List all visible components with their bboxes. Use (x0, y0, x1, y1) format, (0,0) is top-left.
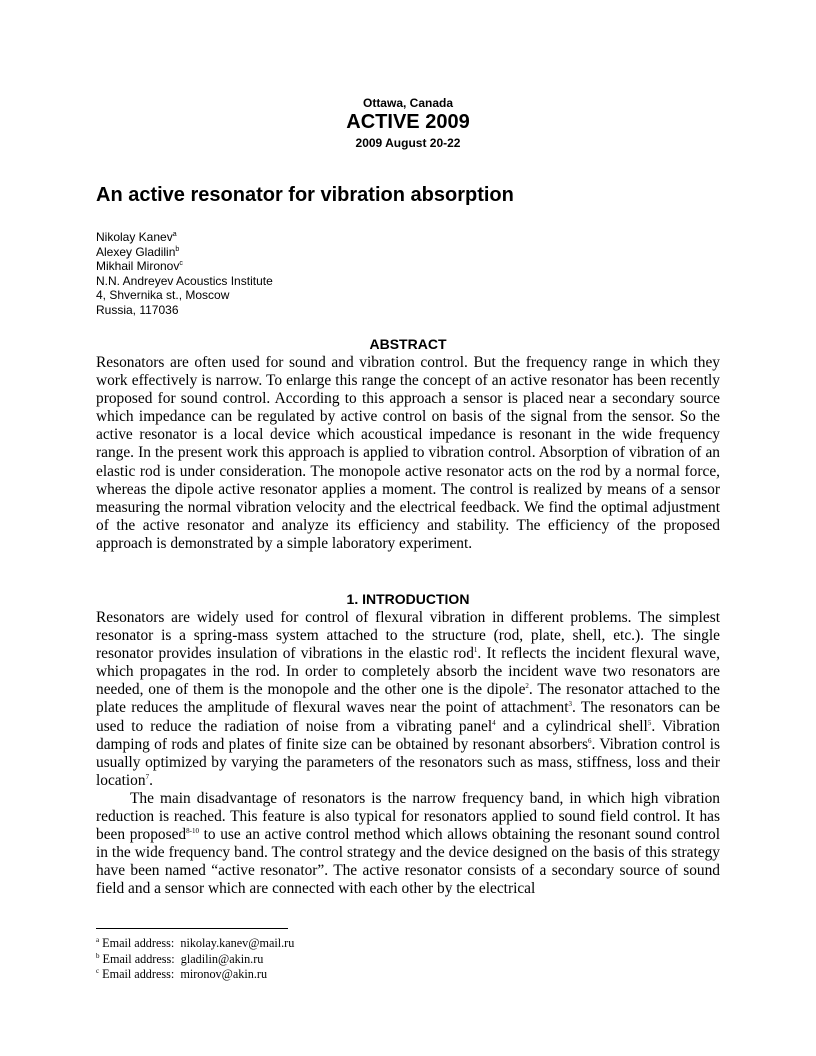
footnote: $^a$ Email address: nikolay.kanev@mail.ru (96, 935, 295, 950)
author: Mikhail Mironov$^c$ (96, 259, 183, 274)
citation: 6 (588, 736, 592, 745)
citation: 4 (492, 718, 496, 727)
introduction-text (96, 609, 720, 899)
footnote: $^b$ Email address: gladilin@akin.ru (96, 951, 264, 966)
footnote: $^c$ Email address: mironov@akin.ru (96, 966, 268, 981)
affiliation-line: N.N. Andreyev Acoustics Institute (96, 273, 273, 288)
conference-location: Ottawa, Canada (362, 96, 454, 110)
footnote-divider (96, 928, 288, 929)
author: Alexey Gladilin$^b$ (96, 244, 180, 259)
introduction-heading: 1. INTRODUCTION (346, 591, 470, 607)
citation: 1 (473, 646, 478, 655)
paper-title: An active resonator for vibration absorption (96, 184, 514, 206)
email-link[interactable]: gladilin@akin.ru (180, 951, 264, 966)
citation: 7 (145, 772, 150, 781)
affiliation-line: Russia, 117036 (96, 302, 179, 317)
email-link[interactable]: nikolay.kanev@mail.ru (180, 936, 295, 950)
citation: 3 (568, 700, 572, 709)
author: Nikolay Kanev$^a$ (96, 230, 177, 244)
email-link[interactable]: mironov@akin.ru (180, 967, 268, 981)
citation: 8-10 (186, 827, 199, 835)
paragraph: The main disadvantage of resonators is the narrow frequency band, in which high vibration reduction is reached. This feature is also typical for resonators applied to sound field control. It has been proposed$^{8-10}$ to use an active control method which allows obtaining the resonant sound control in the wide frequency band. The control strategy and the device designed on the basis of this strategy have been named “active resonator”. The active resonator consists of a secondary source of sound field and a sensor which are connected with each other by the electrical (96, 789, 720, 898)
conference-dates: 2009 August 20-22 (355, 136, 461, 150)
citation: 5 (647, 718, 652, 727)
abstract-text: Resonators are often used for sound and vibration control. But the frequency range in which they work effectively is narrow. To enlarge this range the concept of an active resonator has been recently proposed for sound control. According to this approach a sensor is placed near a secondary source which impedance can be regulated by active control on basis of the signal from the sensor. So the active resonator is a local device which acoustical impedance is resonant in the wide frequency range. In the present work this approach is applied to vibration control. Absorption of vibration of an elastic rod is under consideration. The monopole active resonator acts on the rod by a normal force, whereas the dipole active resonator applies a moment. The control is realized by means of a sensor measuring the normal vibration velocity and the electrical feedback. We find the optimal adjustment of the active resonator and analyze its efficiency and stability. The efficiency of the proposed approach is demonstrated by a simple laboratory experiment. (96, 354, 720, 552)
paragraph: Resonators are widely used for control of flexural vibration in different problems. The simplest resonator is a spring-mass system attached to the structure (rod, plate, shell, etc.). The single resonator provides insulation of vibrations in the elastic rod$^1$. It reflects the incident flexural wave, which propagates in the rod. In order to completely absorb the incident wave two resonators are needed, one of them is the monopole and the other one is the dipole$^2$. The resonator attached to the plate reduces the amplitude of flexural waves near the point of attachment$^3$. The resonators can be used to reduce the radiation of noise from a vibrating panel$^4$ and a cylindrical shell$^5$. Vibration damping of rods and plates of finite size can be obtained by resonant absorbers$^6$. Vibration control is usually optimized by varying the parameters of the resonators such as mass, stiffness, loss and their location$^7$. (96, 609, 720, 789)
author-block (96, 230, 273, 318)
conference-name: ACTIVE 2009 (346, 111, 470, 133)
abstract-heading: ABSTRACT (369, 336, 447, 352)
footnotes (96, 936, 294, 983)
affiliation-line: 4, Shvernika st., Moscow (96, 288, 230, 303)
citation: 2 (525, 682, 529, 691)
